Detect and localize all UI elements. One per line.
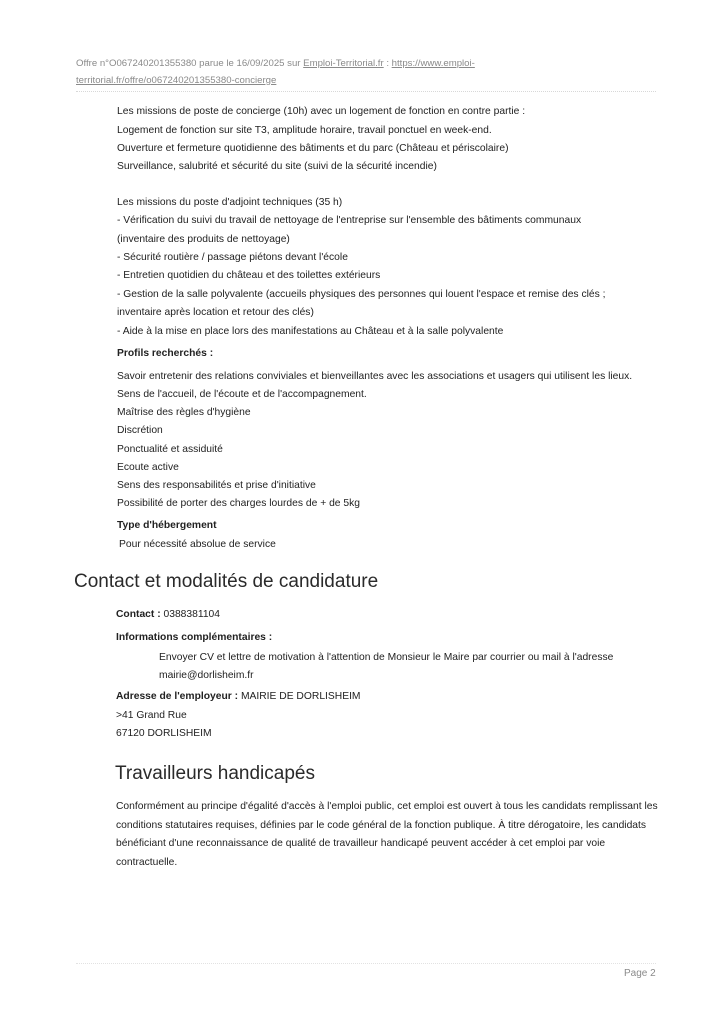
address-city: 67120 DORLISHEIM — [116, 728, 212, 739]
contact-label: Contact : — [116, 609, 161, 620]
profil-line: Ecoute active — [117, 462, 179, 473]
employer-name: MAIRIE DE DORLISHEIM — [240, 691, 361, 702]
mission-line: Les missions du poste d'adjoint techniques (35 h) — [117, 197, 343, 208]
contact-row — [116, 608, 220, 622]
profil-line: Possibilité de porter des charges lourdes de + de 5kg — [117, 498, 360, 509]
hebergement-heading: Type d'hébergement — [117, 520, 217, 531]
mission-line: Logement de fonction sur site T3, amplitude horaire, travail ponctuel en week-end. — [117, 125, 492, 136]
address-label: Adresse de l'employeur : — [116, 691, 239, 702]
header-divider — [76, 91, 656, 92]
profil-line: Savoir entretenir des relations conviviales et bienveillantes avec les associations et usagers qui utilisent les lieux. — [117, 371, 633, 382]
profil-line: Maîtrise des règles d'hygiène — [117, 407, 251, 418]
offer-url-link-part1[interactable]: https://www.emploi- — [391, 58, 475, 69]
mission-line: Ouverture et fermeture quotidienne des bâtiments et du parc (Château et périscolaire) — [117, 143, 509, 154]
offer-source-line — [76, 55, 636, 89]
separator: : — [383, 58, 392, 69]
profil-line: Sens des responsabilités et prise d'initiative — [117, 480, 316, 491]
hebergement-value: Pour nécessité absolue de service — [119, 539, 276, 550]
handicap-paragraph: Conformément au principe d'égalité d'accès à l'emploi public, cet emploi est ouvert à tous les candidats remplissant les conditions statutaires requises, définies par le code général de la fonction publique. À titre dérogatoire, les candidats bénéficiant d'une reconnaissance de qualité de travailleur handicapé peuvent accéder à cet emploi par voie contractuelle. — [116, 801, 658, 869]
mission-line: - Gestion de la salle polyvalente (accueils physiques des personnes qui louent l'espace et remise des clés ; — [117, 289, 606, 300]
offer-url-link-part2[interactable]: territorial.fr/offre/o067240201355380-concierge — [76, 75, 277, 86]
address-row — [116, 690, 361, 704]
mission-line: - Aide à la mise en place lors des manifestations au Château et à la salle polyvalente — [117, 326, 504, 337]
mission-line: inventaire après location et retour des clés) — [117, 307, 314, 318]
mission-line: - Sécurité routière / passage piétons devant l'école — [117, 252, 348, 263]
profil-line: Sens de l'accueil, de l'écoute et de l'accompagnement. — [117, 389, 367, 400]
contact-phone[interactable]: 0388381104 — [163, 609, 221, 620]
address-street: >41 Grand Rue — [116, 710, 187, 721]
page-number: Page 2 — [624, 968, 656, 979]
mission-line: Les missions de poste de concierge (10h) avec un logement de fonction en contre partie : — [117, 106, 526, 117]
mission-line: Surveillance, salubrité et sécurité du site (suivi de la sécurité incendie) — [117, 161, 437, 172]
info-email[interactable]: mairie@dorlisheim.fr — [159, 670, 254, 681]
info-label: Informations complémentaires : — [116, 632, 273, 643]
profils-heading: Profils recherchés : — [117, 348, 214, 359]
footer-divider — [76, 963, 656, 964]
offer-reference: Offre n°O067240201355380 parue le 16/09/2025 sur — [76, 58, 304, 69]
handicap-section-title: Travailleurs handicapés — [115, 763, 315, 784]
contact-section-title: Contact et modalités de candidature — [74, 571, 379, 592]
info-text-line: Envoyer CV et lettre de motivation à l'attention de Monsieur le Maire par courrier ou mail à l'adresse — [159, 652, 614, 663]
mission-line: - Vérification du suivi du travail de nettoyage de l'entreprise sur l'ensemble des bâtiments communaux — [117, 215, 582, 226]
site-link[interactable]: Emploi-Territorial.fr — [303, 58, 384, 69]
mission-line: - Entretien quotidien du château et des toilettes extérieurs — [117, 270, 381, 281]
profil-line: Discrétion — [117, 425, 163, 436]
mission-line: (inventaire des produits de nettoyage) — [117, 234, 290, 245]
profil-line: Ponctualité et assiduité — [117, 444, 223, 455]
